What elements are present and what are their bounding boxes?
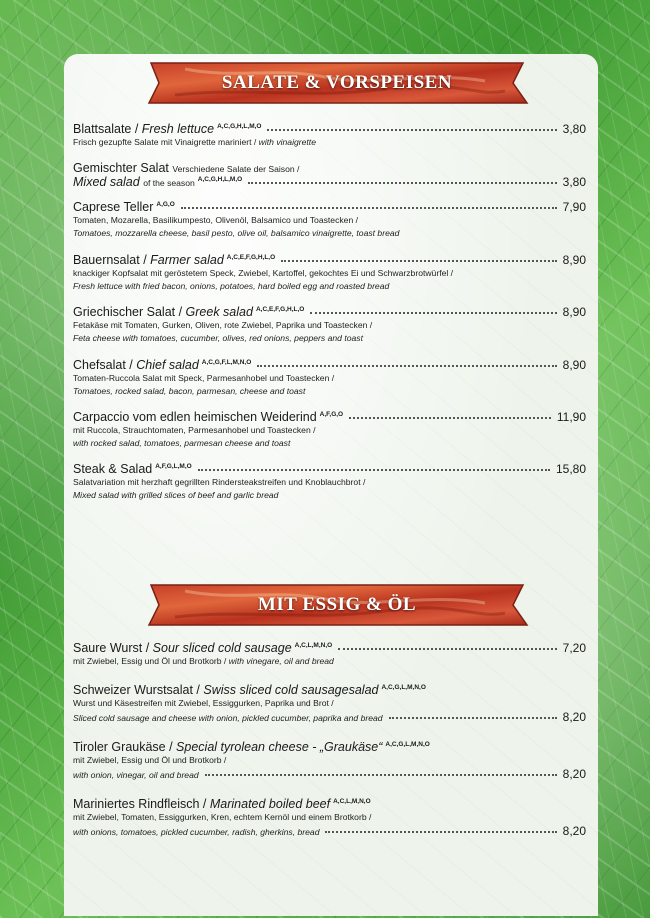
item-desc-en: Sliced cold sausage and cheese with onion, pickled cucumber, paprika and bread: [73, 713, 383, 723]
section-title: SALATE & VORSPEISEN: [221, 72, 453, 93]
leader-dots: [257, 365, 556, 367]
item-desc: Tomaten, Mozarella, Basilikumpesto, Olivenöl, Balsamico und Toastecken /: [73, 215, 359, 225]
item-price: 8,20: [562, 767, 586, 781]
menu-item: Tiroler Graukäse / Special tyrolean cheese - „Graukäse“ $^{A,C,G,L,M,N,O}$ mit Zwiebel, Essig und Öl und Brotkorb / with onion, vinegar, oil and bread 8,20: [73, 740, 586, 781]
item-price: 8,90: [562, 253, 586, 267]
allergen-codes: A,C,G,L,M,N,O: [381, 683, 426, 691]
item-name: Chefsalat: [73, 358, 126, 372]
item-name: Blattsalate: [73, 122, 132, 136]
item-price: 8,90: [562, 358, 586, 372]
leader-dots: [198, 469, 550, 471]
item-desc: Wurst und Käsestreifen mit Zwiebel, Essiggurken, Paprika und Brot /: [73, 698, 334, 708]
item-name: Gemischter Salat: [73, 161, 169, 175]
item-desc: Salatvariation mit herzhaft gegrillten Rindersteakstreifen und Knoblauchbrot /: [73, 477, 366, 487]
item-name-en: Fresh lettuce: [141, 122, 215, 136]
item-desc: Frisch gezupfte Salate mit Vinaigrette mariniert /: [73, 137, 259, 147]
leader-dots: [205, 774, 557, 776]
leader-dots: [325, 831, 556, 833]
menu-item: [73, 161, 586, 189]
item-desc-en: with onion, vinegar, oil and bread: [73, 770, 199, 780]
allergen-codes: A,F,G,L,M,O: [155, 462, 192, 470]
menu-item: Blattsalate / Fresh lettuce $^{A,C,G,H,L,M,O}$ 3,80 Frisch gezupfte Salate mit Vinaigrette mariniert / with vinaigrette: [73, 122, 586, 147]
section-banner: [145, 61, 529, 105]
item-name-en: Sour sliced cold sausage: [152, 641, 292, 655]
item-desc-en: Fresh lettuce with fried bacon, onions, potatoes, hard boiled egg and roasted bread: [73, 281, 390, 291]
item-price: 3,80: [562, 175, 586, 189]
item-price: 7,90: [562, 200, 586, 214]
menu-item: [73, 462, 586, 502]
allergen-codes: A,C,G,L,M,N,O: [385, 740, 430, 748]
item-price: 8,20: [562, 824, 586, 838]
leader-dots: [267, 129, 556, 131]
item-desc: mit Zwiebel, Essig und Öl und Brotkorb /: [73, 656, 229, 666]
menu-item: [73, 410, 586, 450]
item-price: 11,90: [556, 410, 586, 424]
menu-item: Bauernsalat / Farmer salad $^{A,C,E,F,G,H,L,O}$ 8,90 knackiger Kopfsalat mit geröstetem Speck, Zwiebel, Kartoffel, gekochtes Ei und Schwarzbrotwürfel / Fresh lettuce with fried bacon, onions, potatoes, hard boiled egg and roasted bread: [73, 253, 586, 291]
allergen-codes: A,C,G,H,L,M,O: [217, 122, 262, 130]
item-name: Carpaccio vom edlen heimischen Weiderind: [73, 410, 317, 424]
leader-dots: [349, 417, 551, 419]
leader-dots: [389, 717, 557, 719]
item-name-en: Swiss sliced cold sausagesalad: [203, 683, 379, 697]
item-desc: Tomaten-Ruccola Salat mit Speck, Parmesanhobel und Toastecken /: [73, 373, 335, 383]
allergen-codes: A,C,G,H,L,M,O: [197, 175, 243, 183]
allergen-codes: A,C,L,M,N,O: [294, 641, 333, 649]
item-name-en: Farmer salad: [150, 253, 224, 267]
item-name: Steak & Salad: [73, 462, 153, 476]
menu-item: Chefsalat / Chief salad $^{A,C,G,F,L,M,N,O}$ 8,90 Tomaten-Ruccola Salat mit Speck, Parmesanhobel und Toastecken / Tomatoes, rocked salad, bacon, parmesan, cheese and toast: [73, 358, 586, 396]
item-desc-en: with onions, tomatoes, pickled cucumber, radish, gherkins, bread: [73, 827, 320, 837]
item-name: Schweizer Wurstsalat: [73, 683, 193, 697]
item-name-en: Mixed salad: [73, 175, 140, 189]
section-banner: [145, 583, 529, 627]
leader-dots: [181, 207, 557, 209]
allergen-codes: A,C,E,F,G,H,L,O: [226, 253, 276, 261]
item-name-en: Chief salad: [136, 358, 199, 372]
item-name: Griechischer Salat: [73, 305, 176, 319]
allergen-codes: A,G,O: [156, 200, 175, 208]
item-name: Bauernsalat: [73, 253, 140, 267]
item-desc-en: Feta cheese with tomatoes, cucumber, olives, red onions, peppers and toast: [73, 333, 363, 343]
menu-item: [73, 200, 586, 240]
leader-dots: [281, 260, 556, 262]
item-name-en: Marinated boiled beef: [209, 797, 331, 811]
leader-dots: [338, 648, 556, 650]
item-desc-en: Tomatoes, mozzarella cheese, basil pesto, olive oil, balsamico vinaigrette, toast bread: [73, 228, 400, 238]
item-desc: mit Zwiebel, Tomaten, Essiggurken, Kren, echtem Kernöl und einem Brotkorb /: [73, 812, 372, 822]
item-desc: Fetakäse mit Tomaten, Gurken, Oliven, rote Zwiebel, Paprika und Toastecken /: [73, 320, 373, 330]
section-title: MIT ESSIG & ÖL: [257, 594, 417, 615]
allergen-codes: A,C,E,F,G,H,L,O: [255, 305, 305, 313]
item-name-note: Verschiedene Salate der Saison /: [172, 164, 300, 174]
item-desc-en: Tomatoes, rocked salad, bacon, parmesan, cheese and toast: [73, 386, 306, 396]
leader-dots: [310, 312, 556, 314]
menu-item: Griechischer Salat / Greek salad $^{A,C,E,F,G,H,L,O}$ 8,90 Fetakäse mit Tomaten, Gurken, Oliven, rote Zwiebel, Paprika und Toastecken / Feta cheese with tomatoes, cucumber, olives, red onions, peppers and toast: [73, 305, 586, 343]
allergen-codes: A,F,G,O: [319, 410, 344, 418]
item-name: Tiroler Graukäse: [73, 740, 166, 754]
item-name: Saure Wurst: [73, 641, 143, 655]
item-price: 15,80: [555, 462, 586, 476]
allergen-codes: A,C,G,F,L,M,N,O: [201, 358, 252, 366]
item-desc: mit Zwiebel, Essig und Öl und Brotkorb /: [73, 755, 227, 765]
menu-item: Saure Wurst / Sour sliced cold sausage $^{A,C,L,M,N,O}$ 7,20 mit Zwiebel, Essig und Öl und Brotkorb / with vinegare, oil and bread: [73, 641, 586, 666]
item-price: 8,90: [562, 305, 586, 319]
item-price: 3,80: [562, 122, 586, 136]
item-desc-en: with rocked salad, tomatoes, parmesan cheese and toast: [73, 438, 291, 448]
item-name-en: Special tyrolean cheese - „Graukäse“: [176, 740, 383, 754]
item-name: Caprese Teller: [73, 200, 154, 214]
item-name-en: Greek salad: [185, 305, 253, 319]
menu-item: Mariniertes Rindfleisch / Marinated boiled beef $^{A,C,L,M,N,O}$ mit Zwiebel, Tomaten, Essiggurken, Kren, echtem Kernöl und einem Brotkorb / with onions, tomatoes, pickled cucumber, radish, gherkins, bread 8,20: [73, 797, 586, 838]
item-name-en-note: of the season: [143, 178, 195, 188]
menu-item: Schweizer Wurstsalat / Swiss sliced cold sausagesalad $^{A,C,G,L,M,N,O}$ Wurst und Käsestreifen mit Zwiebel, Essiggurken, Paprika und Brot / Sliced cold sausage and cheese with onion, pickled cucumber, paprika and bread 8,20: [73, 683, 586, 724]
item-desc-en: with vinegare, oil and bread: [228, 656, 334, 666]
item-price: 7,20: [562, 641, 586, 655]
item-desc: mit Ruccola, Strauchtomaten, Parmesanhobel und Toastecken /: [73, 425, 316, 435]
item-name: Mariniertes Rindfleisch: [73, 797, 200, 811]
item-price: 8,20: [562, 710, 586, 724]
allergen-codes: A,C,L,M,N,O: [333, 797, 371, 805]
item-desc-en: Mixed salad with grilled slices of beef and garlic bread: [73, 490, 279, 500]
item-desc-en: with vinaigrette: [258, 137, 316, 147]
leader-dots: [248, 182, 556, 184]
item-desc: knackiger Kopfsalat mit geröstetem Speck, Zwiebel, Kartoffel, gekochtes Ei und Schwarzbrotwürfel /: [73, 268, 454, 278]
